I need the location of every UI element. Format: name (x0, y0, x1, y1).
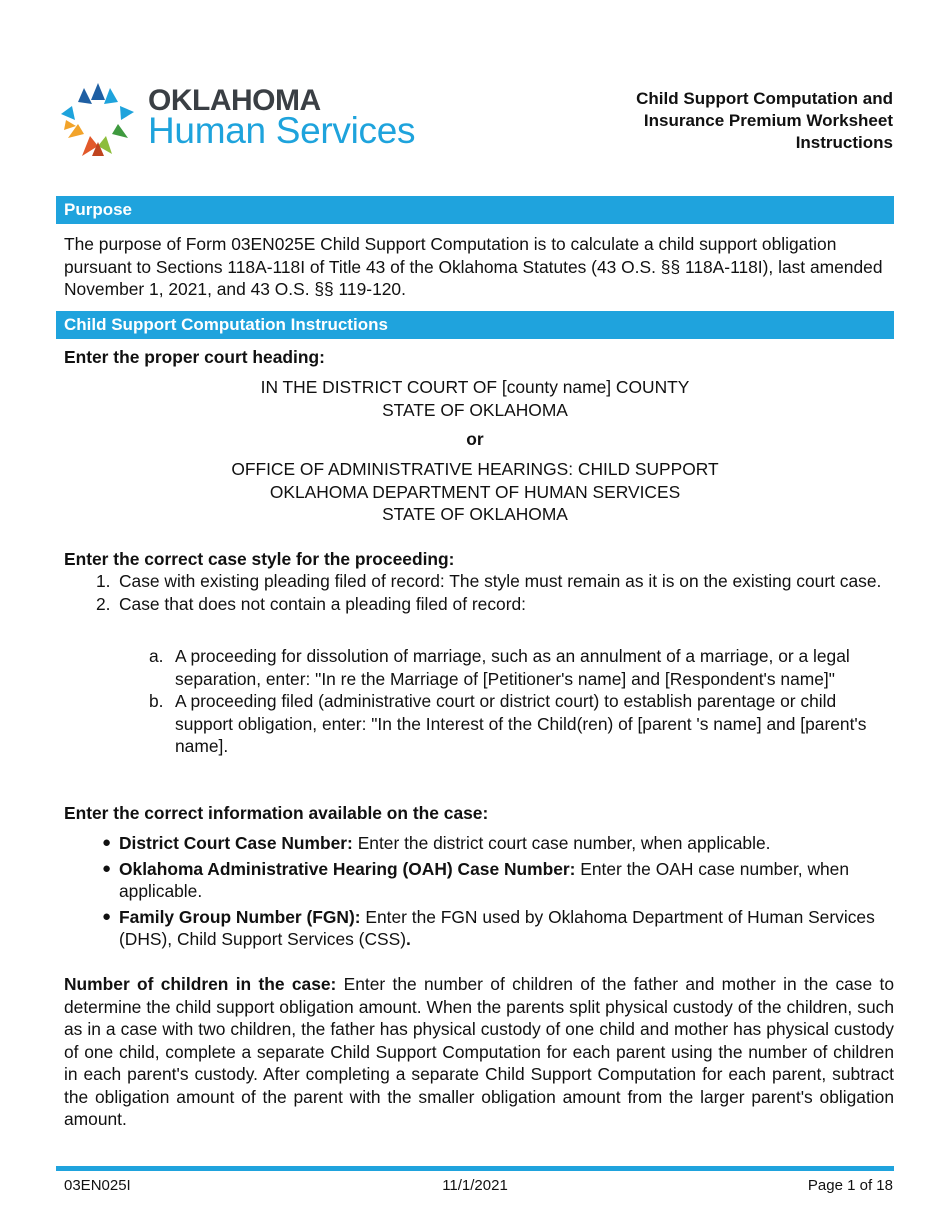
list-item (64, 593, 894, 616)
star-logo-icon (58, 80, 138, 162)
children-text: Enter the number of children of the father and mother in the case to determine the child support obligation amount. When the parents split physical custody of the children, such as in a case with two children, the father has physical custody of one child and mother has physical custody of one child, complete a separate Child Support Computation for each parent using the number of children in each parent's custody. After completing a separate Child Support Computation for each parent, subtract the obligation amount of the parent with the smaller obligation amount from the larger parent's obligation amount. (64, 974, 894, 1129)
list-item-text: Enter the OAH case number, when applicable. (119, 858, 850, 901)
list-item-label: District Court Case Number: (119, 833, 353, 853)
list-item-text: Case with existing pleading filed of record: The style must remain as it is on the existing court case. (119, 571, 882, 591)
court-line: STATE OF OKLAHOMA (382, 399, 568, 420)
agency-logo (58, 80, 438, 162)
title-line: Instructions (795, 133, 893, 152)
document-title (636, 88, 893, 154)
list-item-text: A proceeding filed (administrative court or district court) to establish parentage or child support obligation, enter: "In the Interest of the Child(ren) of [parent 's name] and [parent's name]. (175, 691, 867, 756)
list-item (64, 858, 894, 903)
title-line: Child Support Computation and (636, 89, 893, 108)
court-line: IN THE DISTRICT COURT OF [county name] COUNTY (260, 377, 690, 397)
children-label: Number of children in the case: (64, 974, 337, 994)
list-item-text: A proceeding for dissolution of marriage, such as an annulment of a marriage, or a legal separation, enter: "In re the Marriage of [Petitioner's name] and [Respondent's name]" (175, 646, 850, 689)
form-date: 11/1/2021 (442, 1177, 508, 1194)
footer-divider (56, 1166, 894, 1171)
list-item (64, 690, 894, 758)
list-item (64, 906, 894, 951)
form-number: 03EN025I (64, 1177, 131, 1194)
court-heading-label: Enter the proper court heading: (64, 347, 325, 367)
case-info-list (64, 832, 894, 951)
children-paragraph (64, 973, 894, 1131)
purpose-heading: Purpose (56, 196, 894, 224)
list-item-text: Enter the FGN used by Oklahoma Department of Human Services (DHS), Child Support Services (CSS) (119, 906, 875, 949)
list-item-label: Oklahoma Administrative Hearing (OAH) Case Number: (119, 858, 576, 879)
instructions-heading: Child Support Computation Instructions (56, 311, 894, 339)
list-marker: 2. (96, 593, 111, 614)
court-heading-block-1 (56, 376, 894, 421)
logo-oklahoma-text: OKLAHOMA (148, 84, 321, 117)
case-style-label: Enter the correct case style for the proceeding: (64, 549, 455, 569)
list-item-text: Enter the district court case number, when applicable. (352, 833, 771, 853)
list-item-end: . (406, 929, 411, 949)
bullet-icon: ● (102, 834, 112, 851)
court-heading-block-2 (56, 458, 894, 526)
case-style-sublist (64, 645, 894, 758)
or-separator: or (466, 429, 484, 449)
list-item-label: Family Group Number (FGN): (119, 906, 361, 927)
case-style-list (64, 570, 894, 615)
list-marker: 1. (96, 571, 111, 591)
court-line: OFFICE OF ADMINISTRATIVE HEARINGS: CHILD SUPPORT (231, 459, 719, 479)
list-item-text: Case that does not contain a pleading filed of record: (119, 593, 527, 614)
list-item (64, 570, 894, 593)
list-marker: a. (149, 646, 164, 666)
bullet-icon: ● (102, 907, 112, 925)
page-number: Page 1 of 18 (807, 1177, 893, 1194)
list-item (64, 832, 894, 855)
court-line: STATE OF OKLAHOMA (382, 504, 568, 524)
court-line: OKLAHOMA DEPARTMENT OF HUMAN SERVICES (269, 481, 681, 502)
list-item (64, 645, 894, 690)
purpose-text: The purpose of Form 03EN025E Child Support Computation is to calculate a child support obligation pursuant to Sections 118A-118I of Title 43 of the Oklahoma Statutes (43 O.S. §§ 118A-118I), last amended November 1, 2021, and 43 O.S. §§ 119-120. (64, 234, 883, 299)
title-line: Insurance Premium Worksheet (643, 111, 893, 130)
bullet-icon: ● (102, 859, 112, 877)
logo-human-services-text: Human Services (148, 110, 416, 151)
case-info-label: Enter the correct information available on the case: (64, 803, 489, 823)
list-marker: b. (149, 691, 164, 711)
